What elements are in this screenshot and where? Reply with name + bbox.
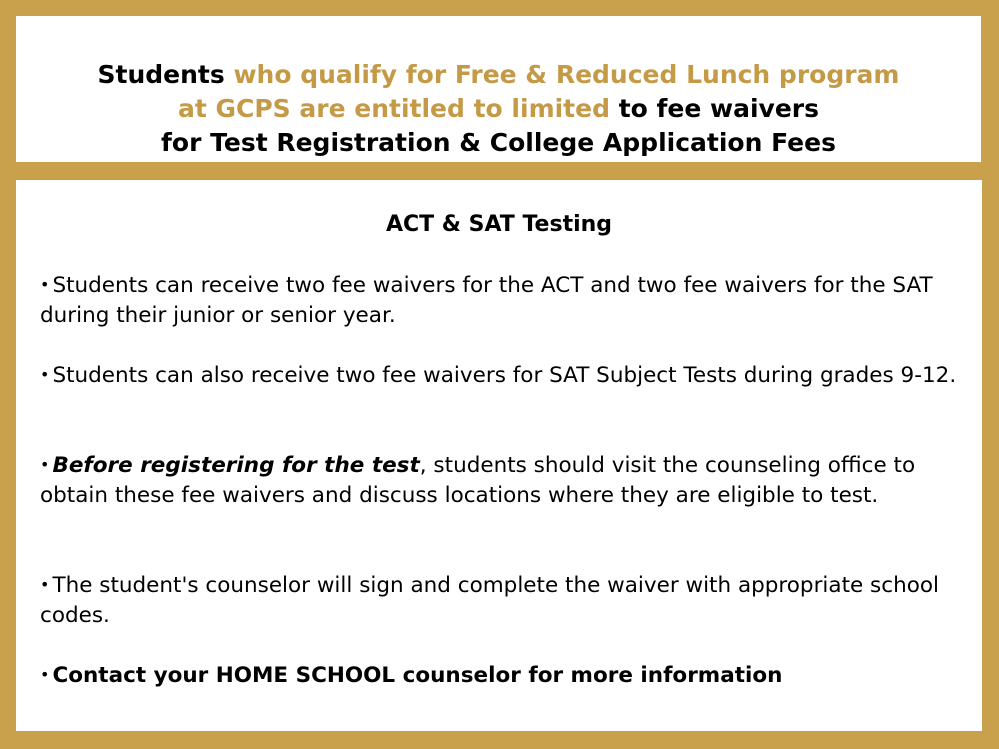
- bullet-text: The student's counselor will sign and complete the waiver with appropriate school codes.: [40, 573, 939, 628]
- bullet-dot: •: [40, 575, 50, 594]
- bullet-text: , students should visit the counseling office to obtain these fee waivers and discuss locations where they are eligible to test.: [40, 453, 916, 508]
- bullet-dot: •: [40, 665, 50, 684]
- bullet-item: [40, 660, 960, 691]
- bullet-text: Students can receive two fee waivers for the ACT and two fee waivers for the SAT during their junior or senior year.: [40, 273, 933, 328]
- header-title: [16, 58, 981, 160]
- bullet-dot: •: [40, 455, 50, 474]
- bullet-emphasis: Before registering for the test: [52, 453, 420, 478]
- bullet-text: Students can also receive two fee waivers for SAT Subject Tests during grades 9-12.: [52, 363, 957, 388]
- content-panel: [16, 180, 982, 731]
- bullet-dot: •: [40, 275, 50, 294]
- section-title: ACT & SAT Testing: [385, 212, 613, 237]
- header-part-1: Students: [97, 60, 225, 89]
- bullet-item: [40, 360, 960, 391]
- bullet-item: [40, 450, 960, 511]
- bullet-item: [40, 570, 960, 631]
- bullet-item: [40, 270, 960, 331]
- header-banner: [16, 16, 981, 162]
- bullet-dot: •: [40, 365, 50, 384]
- header-part-2: who qualify for Free & Reduced Lunch program: [224, 60, 900, 89]
- contact-note: Contact your HOME SCHOOL counselor for more information: [52, 663, 783, 688]
- header-part-4: to fee waivers: [610, 94, 820, 123]
- header-part-3: at GCPS are entitled to limited: [177, 94, 610, 123]
- header-part-5: for Test Registration & College Application Fees: [161, 128, 836, 157]
